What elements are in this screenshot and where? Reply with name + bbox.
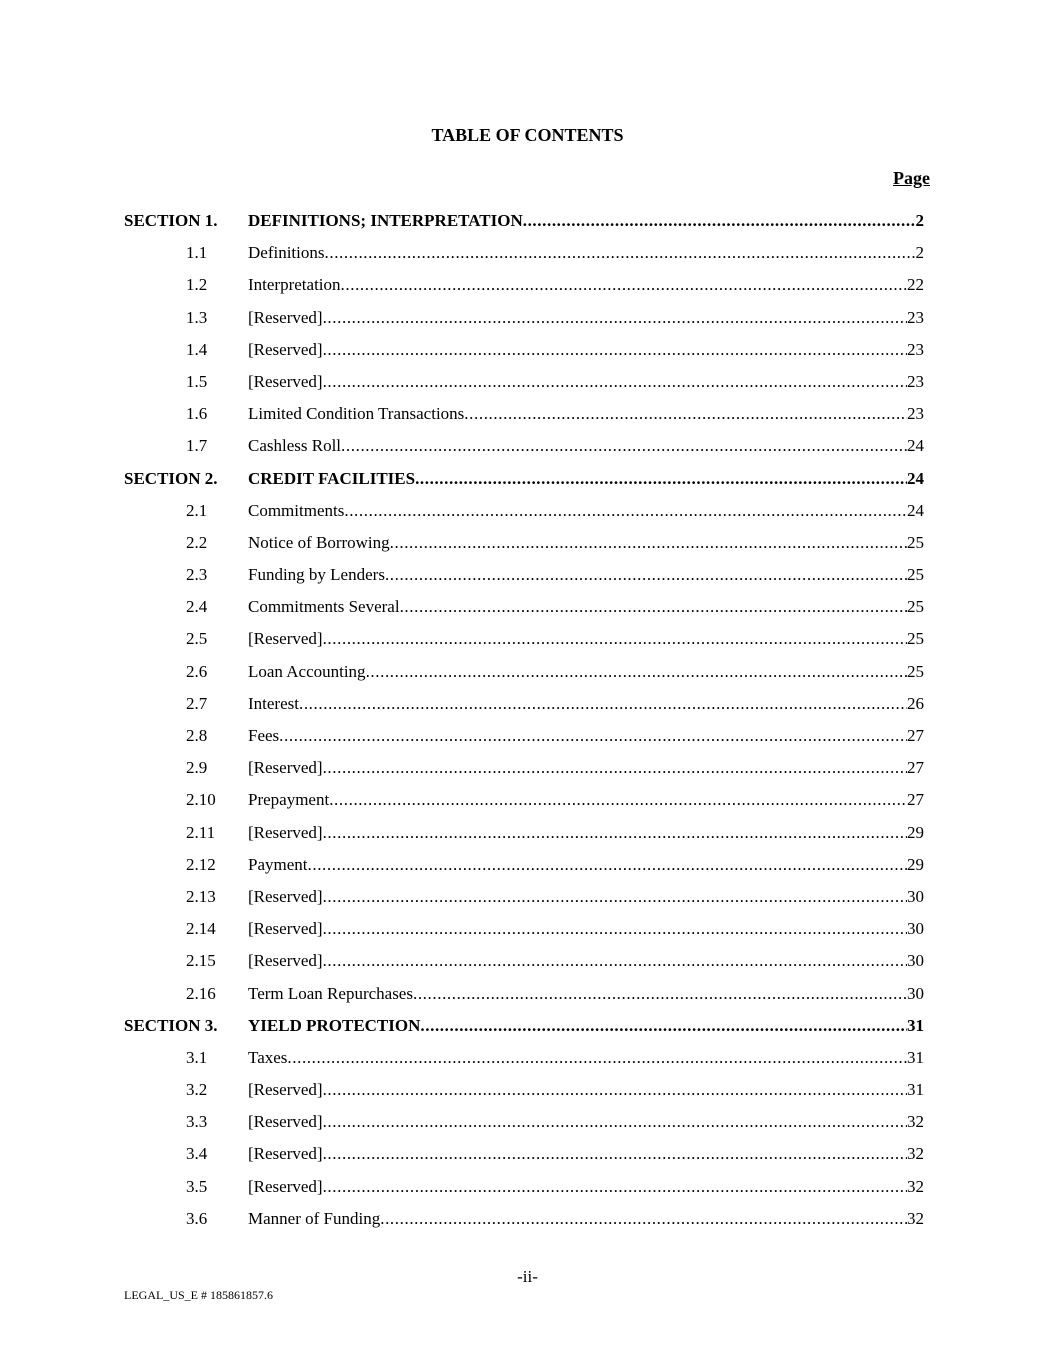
toc-entry-line — [248, 591, 924, 623]
toc-entry-number: 2.2 — [186, 532, 208, 552]
toc-entry-line — [248, 656, 924, 688]
toc-entry-page: 25 — [907, 661, 924, 681]
dot-leader — [323, 302, 907, 334]
dot-leader — [329, 784, 907, 816]
toc-item-row — [0, 269, 1055, 301]
toc-entry-line — [248, 430, 924, 462]
dot-leader — [287, 1042, 907, 1074]
dot-leader — [366, 656, 907, 688]
toc-item-row — [0, 1171, 1055, 1203]
dot-leader — [323, 1171, 907, 1203]
dot-leader — [323, 817, 907, 849]
toc-item-row — [0, 366, 1055, 398]
toc-entry-line — [248, 1042, 924, 1074]
dot-leader — [323, 945, 907, 977]
toc-entry-number: 3.2 — [186, 1080, 208, 1100]
toc-entry-page: 30 — [907, 919, 924, 939]
dot-leader — [323, 1074, 907, 1106]
footer-page-number: -ii- — [517, 1267, 538, 1286]
toc-entry-number: 2.6 — [186, 661, 208, 681]
toc-item-row — [0, 559, 1055, 591]
toc-entry-title: [Reserved] — [248, 371, 323, 391]
toc-entry-title: [Reserved] — [248, 1144, 323, 1164]
toc-entry-title: [Reserved] — [248, 951, 323, 971]
toc-entry-page: 23 — [907, 404, 924, 424]
toc-entry-page: 30 — [907, 983, 924, 1003]
toc-entry-number: 1.5 — [186, 371, 208, 391]
toc-entry-page: 25 — [907, 532, 924, 552]
toc-entry-page: 32 — [907, 1176, 924, 1196]
toc-entry-page: 2 — [915, 211, 924, 230]
toc-entry-line — [248, 205, 924, 237]
toc-entry-title: [Reserved] — [248, 919, 323, 939]
toc-entry-page: 23 — [907, 339, 924, 359]
toc-item-row — [0, 302, 1055, 334]
toc-entry-page: 25 — [907, 597, 924, 617]
toc-entry-number: 2.8 — [186, 726, 208, 745]
toc-entry-line — [248, 913, 924, 945]
toc-entry-line — [248, 1010, 924, 1042]
toc-entry-line — [248, 752, 924, 784]
toc-entry-title: [Reserved] — [248, 1176, 323, 1196]
toc-entry-line — [248, 784, 924, 816]
dot-leader — [380, 1203, 907, 1235]
dot-leader — [323, 1106, 907, 1138]
toc-item-row — [0, 334, 1055, 366]
toc-entry-line — [248, 1138, 924, 1170]
toc-item-row — [0, 527, 1055, 559]
toc-entry-line — [248, 881, 924, 913]
toc-item-row — [0, 398, 1055, 430]
toc-entry-title: Fees — [248, 726, 280, 745]
document-id: LEGAL_US_E # 185861857.6 — [124, 1288, 273, 1302]
dot-leader — [390, 527, 907, 559]
toc-item-row — [0, 720, 1055, 752]
dot-leader — [279, 720, 907, 752]
toc-entry-number: 2.10 — [186, 790, 216, 810]
toc-section-row — [0, 205, 1055, 237]
toc-entry-title: Manner of Funding — [248, 1208, 381, 1228]
toc-entry-number: 1.1 — [186, 243, 208, 263]
toc-entry-page: 30 — [907, 951, 924, 971]
dot-leader — [464, 398, 907, 430]
toc-entry-line — [248, 398, 924, 430]
toc-entry-number: 3.1 — [186, 1047, 208, 1067]
toc-entry-line — [248, 366, 924, 398]
toc-entry-title: [Reserved] — [248, 822, 323, 842]
toc-entry-page: 27 — [907, 726, 924, 745]
toc-entry-title: [Reserved] — [248, 339, 323, 359]
toc-entry-line — [248, 688, 924, 720]
toc-item-row — [0, 817, 1055, 849]
toc-entry-title: Definitions — [248, 243, 325, 263]
toc-entry-page: 31 — [907, 1080, 924, 1100]
toc-entry-line — [248, 237, 924, 269]
toc-entry-title: Commitments — [248, 500, 345, 520]
toc-entry-page: 26 — [907, 693, 924, 713]
toc-item-row — [0, 1138, 1055, 1170]
toc-item-row — [0, 623, 1055, 655]
dot-leader — [323, 913, 907, 945]
toc-entry-title: DEFINITIONS; INTERPRETATION — [248, 211, 523, 230]
dot-leader — [308, 849, 908, 881]
table-of-contents — [0, 205, 1055, 1235]
toc-entry-line — [248, 527, 924, 559]
toc-entry-number: 3.4 — [186, 1144, 208, 1164]
toc-item-row — [0, 978, 1055, 1010]
dot-leader — [523, 205, 916, 237]
toc-entry-number: 3.6 — [186, 1208, 208, 1228]
toc-item-row — [0, 430, 1055, 462]
toc-entry-page: 24 — [907, 500, 924, 520]
toc-entry-page: 24 — [907, 468, 924, 488]
toc-entry-title: Taxes — [248, 1047, 288, 1067]
toc-entry-number: 3.3 — [186, 1112, 208, 1132]
dot-leader — [400, 591, 907, 623]
toc-entry-number: 2.13 — [186, 886, 216, 906]
toc-section-row — [0, 1010, 1055, 1042]
toc-entry-line — [248, 623, 924, 655]
toc-entry-title: Cashless Roll — [248, 436, 342, 456]
toc-entry-title: [Reserved] — [248, 886, 323, 906]
toc-entry-line — [248, 1203, 924, 1235]
toc-entry-page: 25 — [907, 565, 924, 585]
toc-entry-number: 3.5 — [186, 1176, 208, 1196]
toc-item-row — [0, 1042, 1055, 1074]
toc-entry-page: 29 — [907, 854, 924, 874]
toc-item-row — [0, 237, 1055, 269]
toc-entry-number: 2.7 — [186, 693, 208, 713]
toc-entry-number: 2.16 — [186, 983, 216, 1003]
dot-leader — [323, 1138, 907, 1170]
dot-leader — [385, 559, 907, 591]
toc-entry-title: CREDIT FACILITIES — [248, 468, 416, 488]
toc-entry-title: [Reserved] — [248, 629, 323, 649]
toc-entry-number: 2.5 — [186, 629, 208, 649]
toc-entry-page: 23 — [907, 307, 924, 327]
toc-section-row — [0, 463, 1055, 495]
toc-entry-title: Commitments Several — [248, 597, 400, 617]
toc-entry-page: 31 — [907, 1015, 924, 1035]
toc-entry-line — [248, 1106, 924, 1138]
toc-entry-line — [248, 559, 924, 591]
toc-entry-title: [Reserved] — [248, 758, 323, 778]
toc-entry-line — [248, 334, 924, 366]
toc-entry-number: 2.1 — [186, 500, 208, 520]
toc-entry-number: 2.14 — [186, 919, 216, 939]
toc-entry-page: 23 — [907, 371, 924, 391]
toc-entry-title: Prepayment — [248, 790, 330, 810]
toc-entry-number: SECTION 1. — [124, 211, 218, 230]
toc-entry-page: 32 — [907, 1144, 924, 1164]
toc-entry-page: 30 — [907, 886, 924, 906]
toc-entry-number: 1.2 — [186, 275, 208, 295]
toc-item-row — [0, 1106, 1055, 1138]
toc-entry-line — [248, 978, 924, 1010]
toc-entry-number: 2.3 — [186, 565, 208, 585]
toc-entry-title: Interpretation — [248, 275, 341, 295]
toc-entry-line — [248, 849, 924, 881]
dot-leader — [323, 752, 907, 784]
document-title: TABLE OF CONTENTS — [431, 125, 624, 145]
toc-entry-number: 2.12 — [186, 854, 216, 874]
toc-entry-line — [248, 269, 924, 301]
dot-leader — [299, 688, 907, 720]
toc-entry-number: 1.6 — [186, 404, 208, 424]
toc-entry-page: 31 — [907, 1047, 924, 1067]
dot-leader — [323, 366, 907, 398]
toc-entry-title: Term Loan Repurchases — [248, 983, 413, 1003]
toc-entry-title: Notice of Borrowing — [248, 532, 390, 552]
dot-leader — [323, 881, 907, 913]
toc-entry-title: [Reserved] — [248, 1080, 323, 1100]
toc-item-row — [0, 945, 1055, 977]
toc-item-row — [0, 913, 1055, 945]
toc-item-row — [0, 495, 1055, 527]
toc-item-row — [0, 656, 1055, 688]
dot-leader — [341, 269, 907, 301]
toc-entry-line — [248, 817, 924, 849]
dot-leader — [413, 978, 907, 1010]
toc-item-row — [0, 784, 1055, 816]
toc-entry-number: 1.3 — [186, 307, 208, 327]
dot-leader — [323, 623, 907, 655]
toc-entry-line — [248, 302, 924, 334]
toc-entry-line — [248, 1171, 924, 1203]
toc-entry-title: Payment — [248, 854, 308, 874]
toc-item-row — [0, 881, 1055, 913]
toc-entry-number: 2.4 — [186, 597, 208, 617]
toc-entry-title: Interest — [248, 693, 299, 713]
toc-entry-line — [248, 463, 924, 495]
toc-entry-number: SECTION 2. — [124, 468, 218, 488]
toc-entry-line — [248, 495, 924, 527]
toc-entry-number: 2.9 — [186, 758, 208, 778]
toc-entry-title: Loan Accounting — [248, 661, 366, 681]
toc-entry-page: 2 — [915, 243, 924, 263]
toc-item-row — [0, 688, 1055, 720]
toc-item-row — [0, 849, 1055, 881]
dot-leader — [420, 1010, 907, 1042]
toc-entry-line — [248, 1074, 924, 1106]
dot-leader — [325, 237, 916, 269]
dot-leader — [341, 430, 907, 462]
toc-entry-line — [248, 945, 924, 977]
toc-item-row — [0, 591, 1055, 623]
page-column-header: Page — [893, 168, 930, 188]
toc-item-row — [0, 752, 1055, 784]
dot-leader — [344, 495, 907, 527]
toc-entry-page: 22 — [907, 275, 924, 295]
toc-entry-page: 25 — [907, 629, 924, 649]
dot-leader — [323, 334, 907, 366]
toc-entry-page: 32 — [907, 1208, 924, 1228]
toc-item-row — [0, 1203, 1055, 1235]
toc-entry-number: 2.15 — [186, 951, 216, 971]
toc-entry-page: 27 — [907, 790, 924, 810]
toc-entry-number: 1.4 — [186, 339, 208, 359]
toc-entry-title: Limited Condition Transactions — [248, 404, 465, 424]
dot-leader — [415, 463, 907, 495]
toc-entry-title: YIELD PROTECTION — [248, 1015, 421, 1035]
toc-entry-number: 1.7 — [186, 436, 208, 456]
toc-entry-number: 2.11 — [186, 822, 216, 842]
toc-entry-line — [248, 720, 924, 752]
toc-entry-page: 32 — [907, 1112, 924, 1132]
toc-entry-title: Funding by Lenders — [248, 565, 385, 585]
toc-entry-page: 29 — [907, 822, 924, 842]
toc-entry-title: [Reserved] — [248, 307, 323, 327]
toc-entry-title: [Reserved] — [248, 1112, 323, 1132]
toc-item-row — [0, 1074, 1055, 1106]
toc-entry-page: 27 — [907, 758, 924, 778]
toc-entry-number: SECTION 3. — [124, 1015, 218, 1035]
toc-entry-page: 24 — [907, 436, 924, 456]
